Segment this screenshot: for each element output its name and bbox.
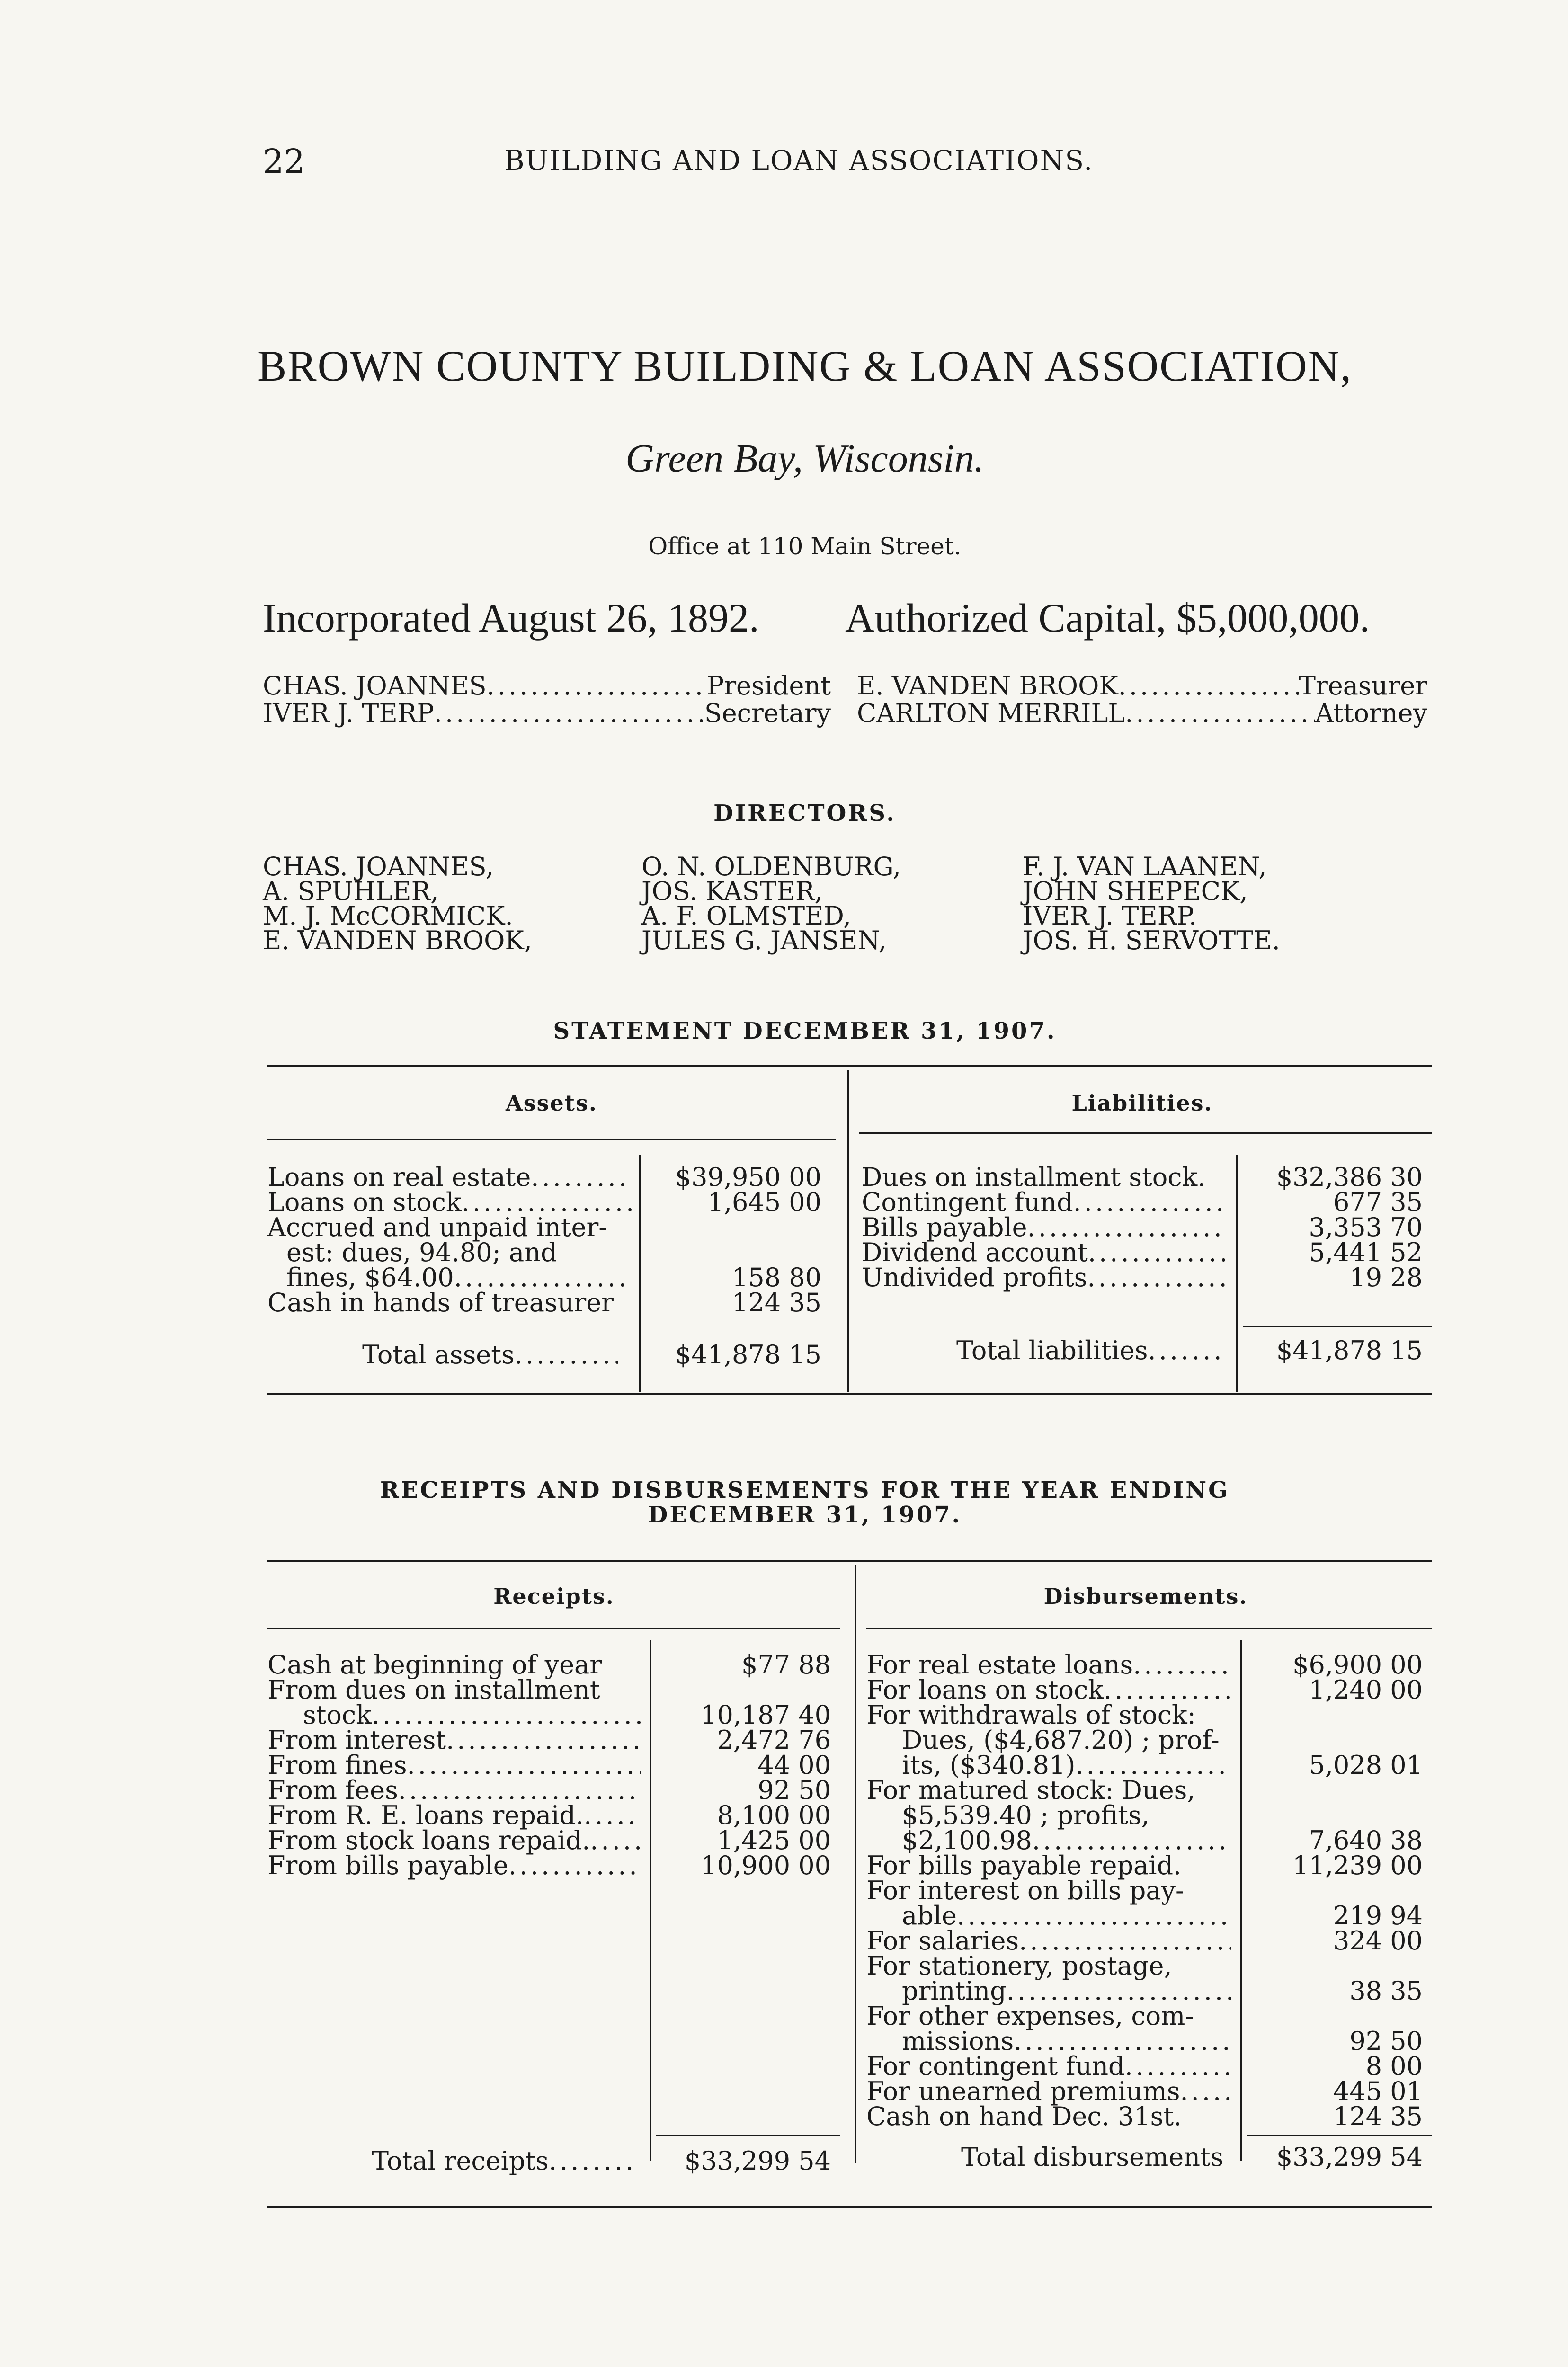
disbursement-amount: 8 00	[1365, 2051, 1423, 2081]
receipt-amount: 44 00	[757, 1750, 831, 1780]
disbursement-label: $2,100.98	[902, 1825, 1032, 1855]
list-item	[286, 1265, 632, 1290]
receipt-label: From dues on installment	[267, 1675, 600, 1705]
list-item	[267, 1800, 641, 1830]
dot-leader	[590, 1828, 641, 1853]
directors-heading: DIRECTORS.	[713, 800, 896, 827]
officer-attorney	[857, 700, 1427, 727]
disbursement-label: Cash on hand Dec. 31st.	[866, 2101, 1182, 2131]
officer-secretary	[263, 700, 831, 727]
director-name: JOS. KASTER,	[641, 876, 823, 906]
table-rule	[267, 1628, 840, 1629]
list-item	[862, 1212, 1226, 1242]
disbursement-label: For real estate loans	[866, 1650, 1133, 1680]
receipts-heading: RECEIPTS AND DISBURSEMENTS FOR THE YEAR ENDING	[380, 1477, 1230, 1504]
disbursement-amount: 7,640 38	[1309, 1825, 1423, 1855]
officer-name: IVER J. TERP	[263, 698, 434, 728]
disbursement-label: For loans on stock	[866, 1675, 1104, 1705]
director-name: JOHN SHEPECK,	[1023, 876, 1248, 906]
dot-leader	[1073, 1190, 1226, 1215]
total-assets-label: Total assets	[362, 1340, 515, 1370]
disbursement-amount: $6,900 00	[1292, 1650, 1423, 1680]
list-item	[866, 1675, 1231, 1705]
disbursement-amount: 11,239 00	[1292, 1851, 1423, 1880]
table-rule	[866, 1628, 1432, 1629]
dot-leader	[508, 1853, 641, 1878]
dot-leader	[487, 672, 707, 700]
list-item	[267, 1825, 641, 1855]
dot-leader	[372, 1702, 641, 1727]
liability-label: Dividend account	[862, 1237, 1088, 1267]
receipt-amount: $77 88	[741, 1650, 831, 1680]
total-liabilities-label: Total liabilities	[956, 1335, 1148, 1365]
total-receipts-label: Total receipts	[372, 2146, 549, 2176]
directors-column	[263, 854, 532, 953]
list-item	[866, 1926, 1231, 1956]
dot-leader	[1087, 1265, 1226, 1290]
receipt-label: From bills payable	[267, 1851, 508, 1880]
table-rule	[267, 2206, 1432, 2208]
disbursement-amount: 324 00	[1333, 1926, 1423, 1956]
dot-leader	[1118, 672, 1299, 700]
officer-title: Treasurer	[1298, 671, 1427, 701]
disbursement-label: For interest on bills pay-	[866, 1876, 1185, 1905]
association-name: BROWN COUNTY BUILDING & LOAN ASSOCIATION,	[257, 342, 1353, 390]
disbursement-amount: 1,240 00	[1309, 1675, 1423, 1705]
list-item	[902, 2026, 1231, 2056]
director-name: IVER J. TERP.	[1023, 901, 1197, 931]
dot-leader	[584, 1803, 641, 1828]
list-item	[866, 2076, 1231, 2106]
officer-treasurer	[857, 672, 1427, 700]
receipt-label: From fees	[267, 1775, 398, 1805]
dot-leader	[398, 1778, 641, 1803]
director-name: JULES G. JANSEN,	[641, 925, 887, 955]
column-divider	[1240, 1640, 1242, 2161]
dot-leader	[1019, 1928, 1231, 1953]
total-rule	[656, 2135, 840, 2136]
asset-amount: 124 35	[732, 1288, 821, 1317]
receipts-column-heading: Receipts.	[493, 1584, 615, 1609]
dot-leader	[1180, 2079, 1231, 2104]
dot-leader	[1075, 1753, 1231, 1778]
director-name: M. J. McCORMICK.	[263, 901, 513, 931]
disbursement-label: For withdrawals of stock:	[866, 1700, 1196, 1730]
total-liabilities-row	[956, 1335, 1226, 1365]
liability-amount: 677 35	[1333, 1187, 1423, 1217]
officer-president	[263, 672, 831, 700]
incorporation-date: Incorporated August 26, 1892.	[263, 595, 759, 641]
liability-amount: $32,386 30	[1276, 1162, 1423, 1192]
asset-label: est: dues, 94.80; and	[286, 1237, 557, 1267]
list-item	[902, 1750, 1231, 1780]
disbursement-amount: 92 50	[1349, 2026, 1423, 2056]
receipt-amount: 8,100 00	[717, 1800, 831, 1830]
director-name: CHAS. JOANNES,	[263, 852, 494, 881]
column-divider	[650, 1640, 651, 2161]
column-divider	[847, 1070, 849, 1392]
receipts-heading-date: DECEMBER 31, 1907.	[648, 1502, 962, 1528]
liability-amount: 19 28	[1349, 1263, 1423, 1292]
dot-leader	[549, 2148, 639, 2173]
list-item	[267, 1187, 632, 1217]
asset-label: Cash in hands of treasurer	[267, 1288, 614, 1317]
table-rule	[267, 1065, 1432, 1067]
list-item	[267, 1162, 632, 1192]
dot-leader	[434, 700, 704, 727]
liabilities-heading: Liabilities.	[1071, 1090, 1213, 1116]
dot-leader	[531, 1165, 632, 1190]
dot-leader	[1125, 700, 1315, 727]
list-item	[267, 1750, 641, 1780]
assets-heading: Assets.	[506, 1090, 597, 1116]
dot-leader	[1088, 1240, 1226, 1265]
disbursement-label: its, ($340.81)	[902, 1750, 1076, 1780]
directors-column	[641, 854, 901, 953]
list-item	[862, 1265, 1226, 1290]
total-disbursements-label: Total disbursements	[961, 2142, 1224, 2172]
receipt-label: From interest	[267, 1725, 446, 1755]
asset-label: Accrued and unpaid inter-	[267, 1212, 607, 1242]
list-item	[902, 1901, 1231, 1931]
director-name: E. VANDEN BROOK,	[263, 925, 532, 955]
dot-leader	[462, 1190, 632, 1215]
disbursement-label: Dues, ($4,687.20) ; prof-	[902, 1725, 1220, 1755]
total-rule	[1247, 2135, 1432, 2136]
dot-leader	[1027, 1215, 1226, 1240]
dot-leader	[1104, 1677, 1231, 1702]
disbursement-label: printing	[902, 1976, 1007, 2006]
statement-heading: STATEMENT DECEMBER 31, 1907.	[553, 1018, 1057, 1044]
officer-title: Secretary	[704, 698, 831, 728]
total-rule	[1243, 1326, 1432, 1327]
dot-leader	[1133, 1652, 1231, 1677]
dot-leader	[1014, 2029, 1231, 2054]
disbursement-label: able	[902, 1901, 957, 1931]
officer-name: E. VANDEN BROOK	[857, 671, 1118, 701]
disbursements-column-heading: Disbursements.	[1043, 1584, 1248, 1609]
asset-label: fines, $64.00	[286, 1263, 454, 1292]
asset-amount: 158 80	[732, 1263, 821, 1292]
column-divider	[639, 1155, 641, 1392]
list-item	[866, 1650, 1231, 1680]
list-item	[267, 1727, 641, 1753]
receipt-amount: 10,900 00	[701, 1851, 831, 1880]
dot-leader	[454, 1265, 632, 1290]
table-rule	[267, 1393, 1432, 1395]
receipt-label: From fines	[267, 1750, 407, 1780]
total-receipts-amount: $33,299 54	[684, 2146, 831, 2176]
office-address: Office at 110 Main Street.	[648, 533, 962, 560]
disbursement-label: For other expenses, com-	[866, 2001, 1194, 2031]
column-divider	[855, 1565, 856, 2163]
director-name: A. SPUHLER,	[263, 876, 439, 906]
list-item	[902, 1825, 1231, 1855]
list-item	[902, 1976, 1231, 2006]
list-item	[862, 1237, 1226, 1267]
list-item	[862, 1162, 1226, 1192]
table-rule	[267, 1560, 1432, 1562]
list-item	[303, 1700, 641, 1730]
table-rule	[267, 1139, 836, 1140]
receipt-label: Cash at beginning of year	[267, 1650, 602, 1680]
total-disbursements-amount: $33,299 54	[1276, 2142, 1423, 2172]
asset-amount: $39,950 00	[675, 1162, 821, 1192]
list-item	[866, 2051, 1231, 2081]
dot-leader	[957, 1903, 1231, 1928]
officer-title: Attorney	[1315, 698, 1427, 728]
liability-amount: 3,353 70	[1309, 1212, 1423, 1242]
association-location: Green Bay, Wisconsin.	[625, 436, 984, 481]
dot-leader	[1125, 2054, 1231, 2079]
directors-column	[1023, 854, 1280, 953]
total-receipts-row	[372, 2146, 639, 2176]
disbursement-label: $5,539.40 ; profits,	[902, 1800, 1149, 1830]
director-name: F. J. VAN LAANEN,	[1023, 852, 1267, 881]
disbursement-amount: 124 35	[1333, 2101, 1423, 2131]
total-assets-row	[362, 1340, 618, 1370]
liability-label: Dues on installment stock.	[862, 1162, 1206, 1192]
dot-leader	[1148, 1338, 1226, 1363]
disbursement-label: For salaries	[866, 1926, 1019, 1956]
dot-leader	[1007, 1978, 1231, 2003]
disbursement-amount: 445 01	[1333, 2076, 1423, 2106]
page-number: 22	[263, 142, 305, 181]
dot-leader	[446, 1727, 641, 1753]
disbursement-label: For contingent fund	[866, 2051, 1125, 2081]
list-item	[267, 1853, 641, 1878]
disbursement-label: For unearned premiums	[866, 2076, 1180, 2106]
receipt-label: stock	[303, 1700, 372, 1730]
officer-title: President	[706, 671, 831, 701]
receipt-amount: 92 50	[757, 1775, 831, 1805]
liability-label: Undivided profits	[862, 1263, 1087, 1292]
running-title: BUILDING AND LOAN ASSOCIATIONS.	[504, 144, 1094, 177]
disbursement-label: For bills payable repaid.	[866, 1851, 1182, 1880]
table-rule	[859, 1132, 1432, 1134]
officer-name: CARLTON MERRILL	[857, 698, 1125, 728]
dot-leader	[407, 1753, 641, 1778]
liability-label: Bills payable	[862, 1212, 1027, 1242]
list-item	[267, 1775, 641, 1805]
total-liabilities-amount: $41,878 15	[1276, 1335, 1423, 1365]
authorized-capital: Authorized Capital, $5,000,000.	[845, 595, 1370, 641]
director-name: A. F. OLMSTED,	[641, 901, 852, 931]
liability-label: Contingent fund	[862, 1187, 1073, 1217]
dot-leader	[515, 1342, 618, 1367]
disbursement-amount: 38 35	[1349, 1976, 1423, 2006]
list-item	[862, 1187, 1226, 1217]
asset-label: Loans on stock	[267, 1187, 462, 1217]
disbursement-label: missions	[902, 2026, 1014, 2056]
receipt-label: From stock loans repaid.	[267, 1825, 590, 1855]
director-name: O. N. OLDENBURG,	[641, 852, 901, 881]
column-divider	[1236, 1155, 1238, 1392]
asset-amount: 1,645 00	[707, 1187, 821, 1217]
receipt-amount: 10,187 40	[701, 1700, 831, 1730]
receipt-amount: 2,472 76	[717, 1725, 831, 1755]
total-assets-amount: $41,878 15	[675, 1340, 821, 1370]
disbursement-amount: 5,028 01	[1309, 1750, 1423, 1780]
receipt-label: From R. E. loans repaid.	[267, 1800, 584, 1830]
liability-amount: 5,441 52	[1309, 1237, 1423, 1267]
director-name: JOS. H. SERVOTTE.	[1023, 925, 1280, 955]
disbursement-label: For matured stock: Dues,	[866, 1775, 1195, 1805]
dot-leader	[1032, 1828, 1231, 1853]
disbursement-label: For stationery, postage,	[866, 1951, 1172, 1981]
asset-label: Loans on real estate	[267, 1162, 531, 1192]
disbursement-amount: 219 94	[1333, 1901, 1423, 1931]
receipt-amount: 1,425 00	[717, 1825, 831, 1855]
officer-name: CHAS. JOANNES	[263, 671, 487, 701]
